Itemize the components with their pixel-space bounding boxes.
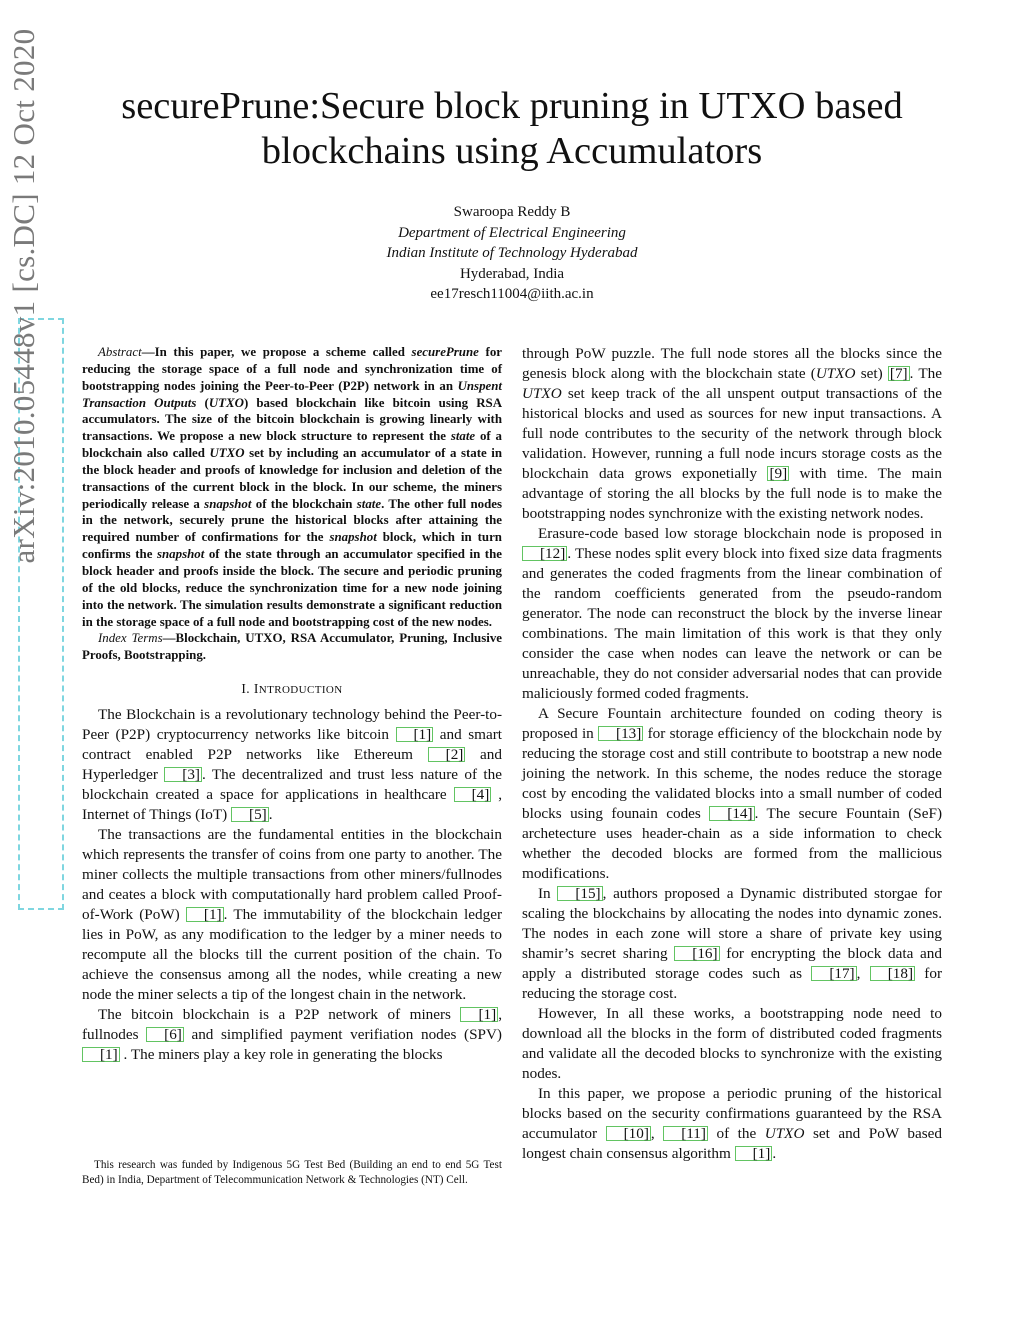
- citation-link[interactable]: [1]: [82, 1047, 120, 1062]
- intro-paragraph-2: The transactions are the fundamental entities in the blockchain which represents the transfer of coins from one party to another. The miner collects the multiple transactions from other miners/fullnodes and ceates a block with computationally hard problem called Proof-of-Work (PoW) [1] . The immutability of the blockchain ledger lies in PoW, as any modification to the ledger by a miner needs to recompute all the blocks till the current position of the chain. To achieve the consensus among all the nodes, while creating a new node the miner selects a tip of the longest chain in the network.: [82, 826, 503, 1004]
- author-name: Swaroopa Reddy B: [453, 204, 571, 220]
- citation-link[interactable]: [4]: [454, 787, 492, 802]
- author-institute: Indian Institute of Technology Hyderabad: [386, 245, 638, 262]
- index-terms: Index Terms—Blockchain, UTXO, RSA Accumulator, Pruning, Inclusive Proofs, Bootstrapping.: [82, 631, 502, 663]
- author-department: Department of Electrical Engineering: [398, 224, 626, 241]
- citation-link[interactable]: [17]: [811, 966, 856, 981]
- citation-link[interactable]: [7]: [889, 365, 908, 382]
- citation-link[interactable]: [5]: [231, 807, 269, 822]
- citation-link[interactable]: [15]: [557, 886, 602, 901]
- arxiv-stamp: arXiv:2010.05448v1 [cs.DC] 12 Oct 2020: [6, 28, 41, 564]
- funding-footnote: This research was funded by Indigenous 5G Test Bed (Building an end to end 5G Test Bed) in India, Department of Telecommunication Network & Technologies (NT) Cell.: [82, 1159, 502, 1186]
- citation-link[interactable]: [1]: [186, 907, 224, 922]
- citation-link[interactable]: [18]: [870, 966, 915, 981]
- body-paragraph: Erasure-code based low storage blockchain node is proposed in [12] . These nodes split every block into fixed size data fragments and generates the coded fragments from the linear combination of the random coefficients generated from the pseudo-random generator. The node can reconstruct the block by the inverse linear combinations. The main limitation of this work is that they only consider the case when nodes can leave the network or can be unreachable, they do not consider adversarial nodes that can provide maliciously formed coded fragments.: [522, 525, 942, 702]
- citation-link[interactable]: [9]: [769, 465, 788, 482]
- author-block: [260, 202, 764, 305]
- citation-link[interactable]: [1]: [735, 1146, 773, 1161]
- paper-title: securePrune:Secure block pruning in UTXO based blockchains using Accumulators: [121, 85, 903, 172]
- citation-link[interactable]: [1]: [396, 727, 434, 742]
- citation-link[interactable]: [16]: [674, 946, 719, 961]
- author-location: Hyderabad, India: [459, 265, 565, 282]
- intro-paragraph-3: The bitcoin blockchain is a P2P network of miners [1] , fullnodes [6] and simplified payment verifiation nodes (SPV) [1] . The miners play a key role in generating the blocks: [82, 1006, 502, 1064]
- citation-link[interactable]: [2]: [428, 747, 466, 762]
- citation-link[interactable]: [11]: [663, 1126, 708, 1141]
- body-paragraph: through PoW puzzle. The full node stores all the blocks since the genesis block along with the blockchain state (UTXO set) [7] . The UTXO set keep track of the all unspent output transactions of the historical blocks and used as sources for new input transactions. A full node contributes to the security of the network through block validation. However, running a full node incurs storage costs as the blockchain data grows exponetially [9] with time. The main advantage of storing the all blocks by the full node is to make the bootstrapping nodes synchronize with the existing network nodes.: [522, 345, 942, 522]
- body-paragraph: However, In all these works, a bootstrapping node need to download all the blocks in the form of distributed coded fragments and validate all the decoded blocks to synchronize with the existing nodes.: [522, 1005, 942, 1082]
- citation-link[interactable]: [1]: [460, 1007, 498, 1022]
- citation-link[interactable]: [10]: [606, 1126, 651, 1141]
- body-paragraph: In [15] , authors proposed a Dynamic distributed storgae for scaling the blockchains by allocating the nodes into dynamic zones. The nodes in each zone will store a share of private key using shamir’s secret sharing [16] for encrypting the block data and apply a distributed storage codes such as [17] , [18] for reducing the storage cost.: [522, 885, 943, 1002]
- citation-link[interactable]: [13]: [598, 726, 643, 741]
- citation-link[interactable]: [14]: [709, 806, 754, 821]
- body-paragraph: A Secure Fountain architecture founded on coding theory is proposed in [13] for storage efficiency of the blockchain node by reducing the storage cost and still contribute to bootstrap a new node joining the network. In this scheme, the nodes reduce the storage cost by encoding the validated blocks into a small number of coded blocks using founain codes [14] . The secure Fountain (SeF) archetecture uses header-chain as a side information to check whether the decoded blocks are formed from the mallicious modifications.: [522, 705, 942, 882]
- abstract: Abstract—In this paper, we propose a scheme called securePrune for reducing the storage space of a full node and synchronization time of bootstrapping nodes joining the Peer-to-Peer (P2P) network in an Unspent Transaction Outputs (UTXO) based blockchain like bitcoin using RSA accumulators. The size of the bitcoin blockchain is growing linearly with transactions. We propose a new block structure to represent the state of a blockchain also called UTXO set by including an accumulator of a state in the block header and proofs of knowledge for inclusion and deletion of the transactions of the current block in the block. In our scheme, the miners periodically release a snapshot of the blockchain state. The other full nodes in the network, securely prune the historical blocks after attaining the required number of confirmations for the snapshot block, which in turn confirms the snapshot of the state through an accumulator specified in the block header and proofs inside the block. The secure and periodic pruning of the old blocks, reduce the synchronization time for a new node joining into the network. The simulation results demonstrate a significant reduction in the storage space of a full node and bootstrapping cost of the new nodes.: [82, 345, 503, 629]
- citation-link[interactable]: [6]: [146, 1027, 184, 1042]
- citation-link[interactable]: [12]: [522, 546, 567, 561]
- citation-link[interactable]: [3]: [164, 767, 202, 782]
- author-email: ee17resch11004@iith.ac.in: [430, 286, 594, 303]
- right-column: [522, 344, 942, 1164]
- intro-paragraph-1: The Blockchain is a revolutionary technology behind the Peer-to-Peer (P2P) cryptocurrency networks like bitcoin [1] and smart contract enabled P2P networks like Ethereum [2] and Hyperledger [3] . The decentralized and trust less nature of the blockchain created a space for applications in healthcare [4] , Internet of Things (IoT) [5] .: [82, 706, 503, 824]
- section-heading-introduction: I. INTRODUCTION: [241, 681, 343, 697]
- left-column: [82, 344, 502, 1065]
- body-paragraph: In this paper, we propose a periodic pruning of the historical blocks based on the security confirmations guaranteed by the RSA accumulator [10] , [11] of the UTXO set and PoW based longest chain consensus algorithm [1] .: [522, 1085, 942, 1162]
